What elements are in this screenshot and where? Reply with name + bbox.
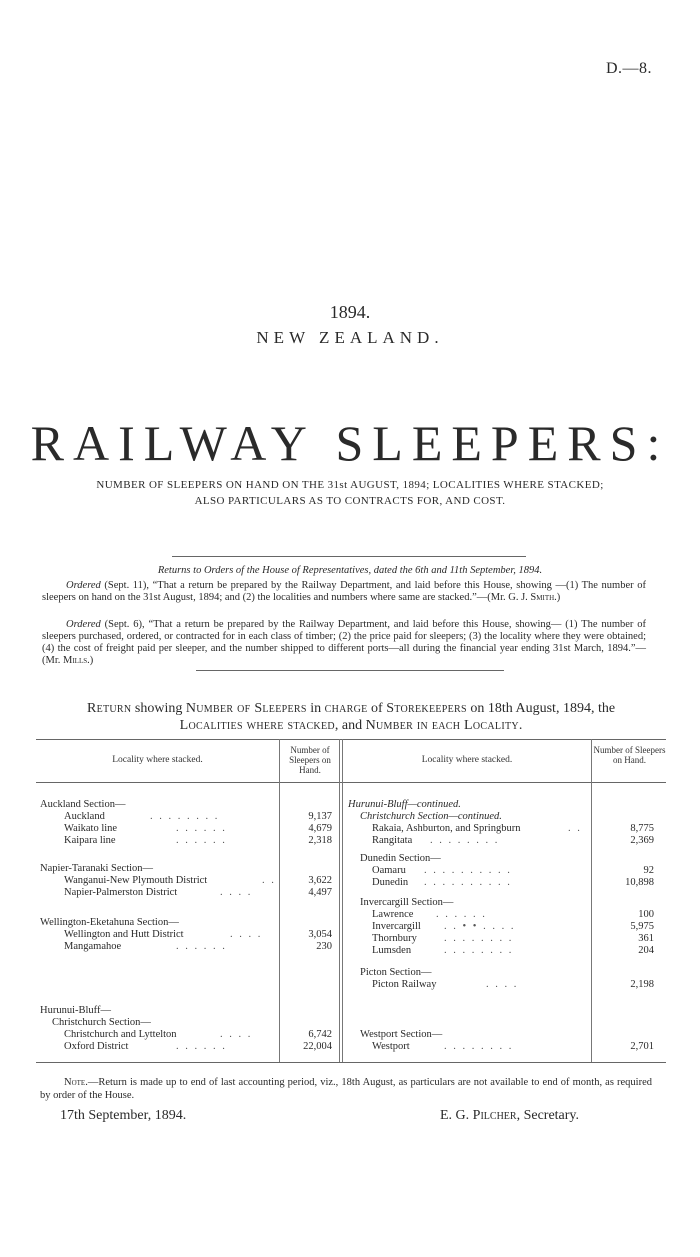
right-row-label: Picton Section—	[360, 967, 432, 978]
footnote-label: Note.	[64, 1077, 88, 1088]
leader-dots: . . . . . . . .	[444, 1041, 514, 1052]
right-row-label: Rangitata	[372, 835, 413, 846]
order-1-name: Smith	[530, 592, 555, 603]
left-row-value: 9,137	[308, 811, 332, 822]
left-row-label: Christchurch Section—	[52, 1017, 151, 1028]
right-row-value: 100	[638, 909, 654, 920]
left-row-label: Wanganui-New Plymouth District	[64, 875, 208, 886]
title-date: on 18th August, 1894, the	[466, 701, 616, 716]
table-col-divider-3	[342, 739, 343, 1062]
left-row-label: Christchurch and Lyttelton	[64, 1029, 177, 1040]
leader-dots: . . . . . . . .	[430, 835, 500, 846]
right-row-label: Westport	[372, 1041, 410, 1052]
title-storekeepers: Storekeepers	[386, 701, 467, 716]
left-row-value: 230	[316, 941, 332, 952]
order-2-name: Mills	[63, 655, 88, 666]
table-top-rule	[36, 739, 666, 740]
right-row-value: 2,369	[630, 835, 654, 846]
page-subtitle	[30, 477, 670, 509]
title-localities: Localities where stacked	[179, 718, 335, 733]
order-1-text: (Sept. 11), “That a return be prepared by the Railway Department, and laid before this House, showing —(1) The number of sleepers on hand on the 31st August, 1894; and (2) the localities and numbers where same are stacked.”—(Mr. G. J.	[42, 580, 646, 603]
right-row-label: Thornbury	[372, 933, 417, 944]
title-number-sleepers: Number of Sleepers	[185, 701, 307, 716]
right-row-label: Rakaia, Ashburton, and Springburn	[372, 823, 521, 834]
right-row-value: 2,701	[630, 1041, 654, 1052]
title-period: .	[518, 718, 523, 733]
page-title: RAILWAY SLEEPERS:	[30, 415, 670, 471]
document-year: 1894.	[329, 302, 371, 322]
right-row-label: Dunedin Section—	[360, 853, 441, 864]
leader-dots: . . • • . . . .	[444, 921, 516, 932]
right-row-label: Lumsden	[372, 945, 412, 956]
table-header-rule	[36, 782, 666, 783]
leader-dots: . . . . . .	[176, 823, 227, 834]
table-col-divider-4	[591, 739, 592, 1062]
left-row-value: 2,318	[308, 835, 332, 846]
title-in: in	[306, 701, 325, 716]
title-and: , and	[334, 718, 366, 733]
leader-dots: . . . . . .	[176, 1041, 227, 1052]
divider-bottom	[196, 670, 504, 671]
header-locality-left: Locality where stacked.	[112, 755, 203, 765]
left-row-label: Auckland	[64, 811, 105, 822]
left-row-label: Waikato line	[64, 823, 118, 834]
right-row-value: 8,775	[630, 823, 654, 834]
leader-dots: . . . .	[220, 887, 253, 898]
left-row-value: 6,742	[308, 1029, 332, 1040]
title-charge: charge	[324, 701, 368, 716]
left-row-label: Hurunui-Bluff—	[40, 1005, 111, 1016]
order-1-end: .)	[554, 592, 561, 603]
returns-heading: Returns to Orders of the House of Representatives, dated the 6th and 11th September, 1894.	[157, 565, 543, 576]
right-row-label: Hurunui-Bluff—continued.	[348, 799, 461, 810]
leader-dots: . . . . . .	[176, 835, 227, 846]
title-return: Return	[86, 701, 132, 716]
left-row-value: 3,054	[308, 929, 332, 940]
order-paragraph-2	[42, 619, 646, 667]
footnote-text: —Return is made up to end of last accounting period, viz., 18th August, as particulars are not available to end of month, as required by order of the House.	[40, 1077, 652, 1101]
left-row-value: 22,004	[303, 1041, 332, 1052]
leader-dots: . . . . . . . .	[150, 811, 220, 822]
signature-initials: E. G.	[440, 1108, 473, 1123]
left-row-label: Napier-Palmerston District	[64, 887, 178, 898]
right-row-label: Dunedin	[372, 877, 409, 888]
left-row-label: Auckland Section—	[40, 799, 126, 810]
table-title	[36, 700, 666, 734]
table-bottom-rule	[36, 1062, 666, 1063]
title-number-locality: Number in each Locality	[365, 718, 519, 733]
right-row-value: 204	[638, 945, 654, 956]
left-row-label: Mangamahoe	[64, 941, 122, 952]
title-showing: showing	[131, 701, 186, 716]
left-row-value: 4,497	[308, 887, 332, 898]
signature-title: , Secretary.	[516, 1108, 580, 1123]
table-title-line-1	[36, 700, 666, 717]
leader-dots: . . . . . . . .	[444, 945, 514, 956]
order-paragraph-1	[42, 580, 646, 604]
left-row-label: Kaipara line	[64, 835, 116, 846]
right-row-label: Invercargill Section—	[360, 897, 454, 908]
document-reference: D.—8.	[605, 60, 652, 77]
leader-dots: . . . . . . . . . .	[424, 865, 512, 876]
table-col-divider-1	[279, 739, 280, 1062]
footnote	[40, 1076, 652, 1102]
leader-dots: . . . . . .	[176, 941, 227, 952]
title-of: of	[367, 701, 387, 716]
leader-dots: . . . .	[230, 929, 263, 940]
order-2-label: Ordered	[66, 619, 101, 630]
document-date: 17th September, 1894.	[60, 1108, 187, 1123]
table-title-line-2	[36, 717, 666, 734]
left-row-value: 3,622	[308, 875, 332, 886]
right-row-label: Invercargill	[372, 921, 421, 932]
left-row-label: Wellington and Hutt District	[64, 929, 184, 940]
document-country: NEW ZEALAND.	[256, 328, 444, 347]
right-row-value: 2,198	[630, 979, 654, 990]
table-col-divider-2	[339, 739, 340, 1062]
header-locality-right: Locality where stacked.	[421, 755, 513, 765]
left-row-label: Wellington-Eketahuna Section—	[40, 917, 179, 928]
right-row-label: Lawrence	[372, 909, 414, 920]
signature	[440, 1108, 579, 1124]
leader-dots: . .	[262, 875, 276, 886]
right-row-label: Christchurch Section—continued.	[360, 811, 502, 822]
right-row-label: Oamaru	[372, 865, 406, 876]
subtitle-line-2: ALSO PARTICULARS AS TO CONTRACTS FOR, AND COST.	[194, 495, 506, 507]
divider-top	[172, 556, 526, 557]
leader-dots: . . . . . .	[436, 909, 487, 920]
order-1-label: Ordered	[66, 580, 101, 591]
leader-dots: . . . . . . . .	[444, 933, 514, 944]
signature-surname: Pilcher	[472, 1108, 517, 1123]
left-row-value: 4,679	[308, 823, 332, 834]
header-number-right: Number of Sleepers on Hand.	[593, 745, 666, 765]
left-row-label: Napier-Taranaki Section—	[40, 863, 154, 874]
header-number-left: Number of Sleepers on Hand.	[289, 745, 331, 775]
right-row-label: Westport Section—	[360, 1029, 443, 1040]
right-row-value: 5,975	[630, 921, 654, 932]
leader-dots: . . . .	[220, 1029, 253, 1040]
leader-dots: . . . . . . . . . .	[424, 877, 512, 888]
leader-dots: . .	[568, 823, 582, 834]
right-row-label: Picton Railway	[372, 979, 437, 990]
subtitle-line-1: NUMBER OF SLEEPERS ON HAND ON THE 31st AUGUST, 1894; LOCALITIES WHERE STACKED;	[96, 479, 604, 491]
left-row-label: Oxford District	[64, 1041, 129, 1052]
leader-dots: . . . .	[486, 979, 519, 990]
right-row-value: 10,898	[625, 877, 654, 888]
order-2-end: .)	[87, 655, 94, 666]
order-2-text: (Sept. 6), “That a return be prepared by the Railway Department, and laid before this House, showing— (1) The number of sleepers purchased, ordered, or contracted for in each class of timber; (2) the price paid for sleepers; (3) the locality where they were obtained; (4) the cost of freight paid per sleeper, and the number shipped to different ports—all during the financial year ending 31st March, 1894.”—(Mr.	[42, 619, 646, 666]
right-row-value: 92	[643, 865, 654, 876]
right-row-value: 361	[638, 933, 654, 944]
